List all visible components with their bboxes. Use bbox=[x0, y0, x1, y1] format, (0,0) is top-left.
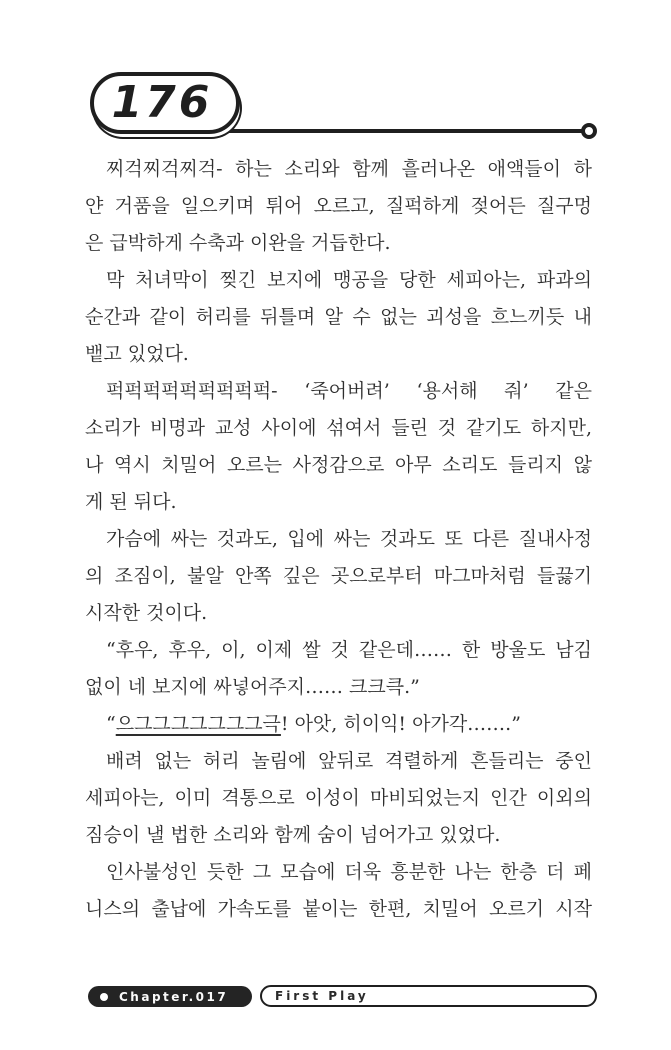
text-line bbox=[85, 632, 592, 669]
paragraph bbox=[85, 373, 592, 521]
text-line bbox=[85, 336, 592, 373]
text-line bbox=[85, 558, 592, 595]
text-line bbox=[85, 484, 592, 521]
text-segment: 짐승이 낼 법한 소리와 함께 숨이 넘어가고 있었다. bbox=[85, 824, 501, 846]
paragraph bbox=[85, 151, 592, 262]
text-segment: 니스의 출납에 가속도를 붙이는 한편, 치밀어 오르기 시작 bbox=[85, 898, 592, 920]
text-line bbox=[85, 151, 592, 188]
section-label: First Play bbox=[275, 989, 369, 1003]
underlined-text: 으그그그그그그그극 bbox=[115, 713, 281, 735]
text-segment: 퍽퍽퍽퍽퍽퍽퍽퍽퍽- ‘죽어버려’ ‘용서해 줘’ 같은 bbox=[106, 380, 592, 402]
text-line bbox=[85, 188, 592, 225]
chapter-label: Chapter.017 bbox=[119, 989, 229, 1004]
rule-end-ring-icon bbox=[581, 123, 597, 139]
text-segment: 막 처녀막이 찢긴 보지에 맹공을 당한 세피아는, 파과의 bbox=[106, 269, 592, 291]
text-segment: 은 급박하게 수축과 이완을 거듭한다. bbox=[85, 232, 391, 254]
text-segment: “후우, 후우, 이, 이제 쌀 것 같은데…… 한 방울도 남김 bbox=[106, 639, 592, 661]
text-line bbox=[85, 891, 592, 928]
text-segment: 뱉고 있었다. bbox=[85, 343, 189, 365]
paragraph bbox=[85, 854, 592, 928]
bullet-icon bbox=[100, 993, 108, 1001]
text-line bbox=[85, 595, 592, 632]
text-segment: ! 아앗, 히이익! 아가각…….” bbox=[280, 713, 521, 735]
text-line bbox=[85, 447, 592, 484]
section-badge bbox=[260, 985, 597, 1007]
text-segment: 나 역시 치밀어 오르는 사정감으로 아무 소리도 들리지 않 bbox=[85, 454, 592, 476]
text-line bbox=[85, 299, 592, 336]
text-line bbox=[85, 410, 592, 447]
paragraph bbox=[85, 262, 592, 373]
chapter-badge bbox=[88, 986, 252, 1007]
paragraph bbox=[85, 521, 592, 632]
text-line bbox=[85, 521, 592, 558]
text-segment: 소리가 비명과 교성 사이에 섞여서 들린 것 같기도 하지만, bbox=[85, 417, 592, 439]
page-number: 176 bbox=[111, 77, 213, 128]
text-line bbox=[85, 669, 592, 706]
text-segment: 가슴에 싸는 것과도, 입에 싸는 것과도 또 다른 질내사정 bbox=[106, 528, 592, 550]
text-segment: 얀 거품을 일으키며 튀어 오르고, 질퍽하게 젖어든 질구멍 bbox=[85, 195, 592, 217]
paragraph bbox=[85, 706, 592, 743]
text-segment: 찌걱찌걱찌걱- 하는 소리와 함께 흘러나온 애액들이 하 bbox=[106, 158, 592, 180]
text-line bbox=[85, 706, 592, 743]
text-line bbox=[85, 373, 592, 410]
text-line bbox=[85, 854, 592, 891]
text-line bbox=[85, 262, 592, 299]
paragraph bbox=[85, 743, 592, 854]
text-line bbox=[85, 780, 592, 817]
text-segment: 시작한 것이다. bbox=[85, 602, 208, 624]
text-line bbox=[85, 817, 592, 854]
text-line bbox=[85, 225, 592, 262]
text-segment: 인사불성인 듯한 그 모습에 더욱 흥분한 나는 한층 더 페 bbox=[106, 861, 592, 883]
text-segment: 세피아는, 이미 격통으로 이성이 마비되었는지 인간 이외의 bbox=[85, 787, 592, 809]
text-line bbox=[85, 743, 592, 780]
text-segment: 배려 없는 허리 놀림에 앞뒤로 격렬하게 흔들리는 중인 bbox=[106, 750, 592, 772]
text-segment: “ bbox=[106, 713, 116, 735]
body-text bbox=[85, 151, 592, 928]
page-number-badge bbox=[90, 72, 240, 134]
text-segment: 게 된 뒤다. bbox=[85, 491, 177, 513]
text-segment: 없이 네 보지에 싸넣어주지…… 크크큭.” bbox=[85, 676, 420, 698]
paragraph bbox=[85, 632, 592, 706]
text-segment: 의 조짐이, 불알 안쪽 깊은 곳으로부터 마그마처럼 들끓기 bbox=[85, 565, 592, 587]
text-segment: 순간과 같이 허리를 뒤틀며 알 수 없는 괴성을 흐느끼듯 내 bbox=[85, 306, 592, 328]
